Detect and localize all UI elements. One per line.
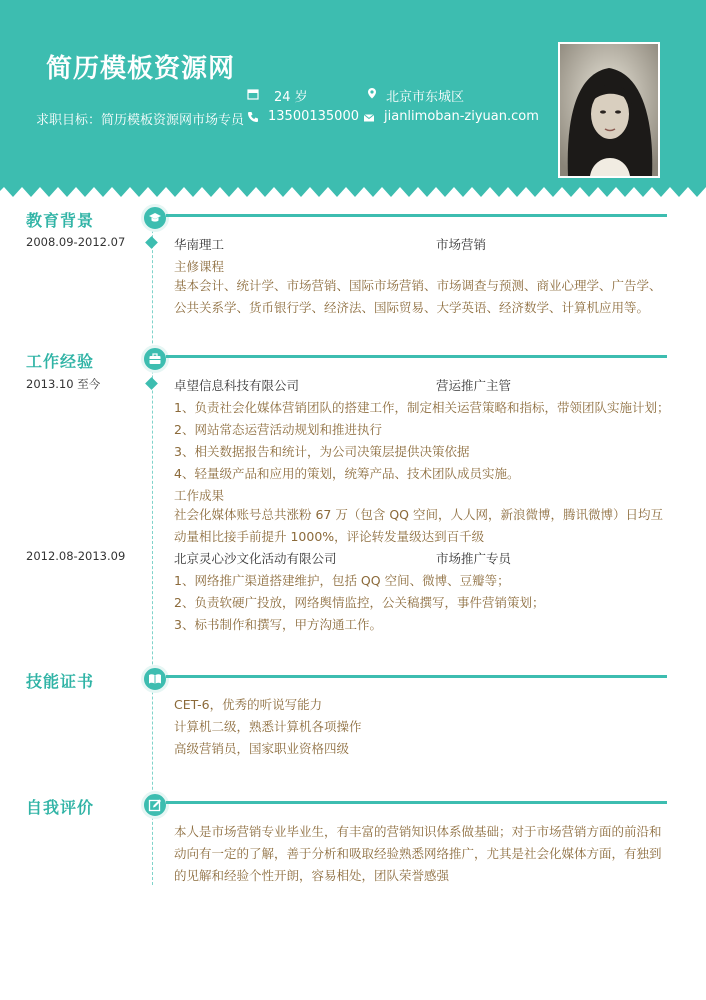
book-icon (141, 665, 169, 693)
section-divider (166, 214, 667, 217)
results-label: 工作成果 (174, 488, 225, 503)
email-text: jianlimoban-ziyuan.com (384, 109, 539, 124)
skill-item: CET-6，优秀的听说写能力 (174, 697, 323, 712)
job-duty: 3、标书制作和撰写，甲方沟通工作。 (174, 617, 382, 632)
resume-header (0, 0, 706, 200)
skill-item: 计算机二级，熟悉计算机各项操作 (174, 719, 362, 734)
timeline-marker (145, 236, 158, 249)
header-zigzag-edge (0, 185, 706, 201)
job-company: 卓望信息科技有限公司 (174, 378, 300, 393)
job-duty: 4、轻量级产品和应用的策划，统筹产品、技术团队成员实施。 (174, 466, 520, 481)
job-duty: 1、负责社会化媒体营销团队的搭建工作，制定相关运营策略和指标，带领团队实施计划； (174, 400, 670, 415)
courses-text: 基本会计、统计学、市场营销、国际市场营销、市场调查与预测、商业心理学、广告学、公共关系学、货币银行学、经济法、国际贸易、大学英语、经济数学、计算机应用等。 (174, 278, 662, 315)
job-duty: 3、相关数据报告和统计，为公司决策层提供决策依据 (174, 444, 470, 459)
section-title-work: 工作经验 (26, 352, 95, 371)
applicant-name: 简历模板资源网 (46, 54, 236, 84)
timeline-marker (145, 377, 158, 390)
skill-item: 高级营销员，国家职业资格四级 (174, 741, 350, 756)
section-divider (166, 675, 667, 678)
section-title-education: 教育背景 (26, 211, 95, 230)
self-eval-text: 本人是市场营销专业毕业生，有丰富的营销知识体系做基础；对于市场营销方面的前沿和动向有一定的了解，善于分析和吸取经验熟悉网络推广，尤其是社会化媒体方面，有独到的见解和经验个性开朗，容易相处，团队荣誉感强 (174, 824, 662, 883)
courses-label: 主修课程 (174, 259, 225, 274)
timeline-line (152, 205, 153, 885)
job-duty: 2、网站常态运营活动规划和推进执行 (174, 422, 382, 437)
job-date: 2012.08-2013.09 (26, 549, 126, 563)
briefcase-icon (141, 345, 169, 373)
edit-icon (141, 791, 169, 819)
section-title-self-eval: 自我评价 (26, 798, 95, 817)
age-text: 24 岁 (274, 90, 308, 105)
phone-text: 13500135000 (268, 109, 359, 124)
job-duty: 2、负责软硬广投放，网络舆情监控，公关稿撰写，事件营销策划； (174, 595, 545, 610)
education-major: 市场营销 (436, 237, 487, 252)
phone-icon (247, 111, 259, 123)
job-role: 营运推广主管 (436, 378, 512, 393)
job-date: 2013.10 至今 (26, 377, 101, 391)
location-text: 北京市东城区 (386, 90, 465, 105)
mail-icon (363, 112, 375, 124)
job-objective: 求职目标：简历模板资源网市场专员 (36, 113, 245, 128)
job-company: 北京灵心沙文化活动有限公司 (174, 551, 337, 566)
section-title-skills: 技能证书 (26, 672, 95, 691)
job-duty: 1、网络推广渠道搭建维护，包括 QQ 空间、微博、豆瓣等； (174, 573, 510, 588)
calendar-icon (247, 88, 259, 100)
section-divider (166, 801, 667, 804)
graduation-cap-icon (141, 204, 169, 232)
profile-photo (558, 42, 660, 178)
results-text: 社会化媒体账号总共涨粉 67 万（包含 QQ 空间，人人网，新浪微博，腾讯微博）日均互动量相比接手前提升 1000%，评论转发量级达到百千级 (174, 507, 663, 544)
section-divider (166, 355, 667, 358)
education-date: 2008.09-2012.07 (26, 235, 126, 249)
education-school: 华南理工 (174, 237, 225, 252)
location-pin-icon (366, 87, 378, 99)
job-role: 市场推广专员 (436, 551, 512, 566)
